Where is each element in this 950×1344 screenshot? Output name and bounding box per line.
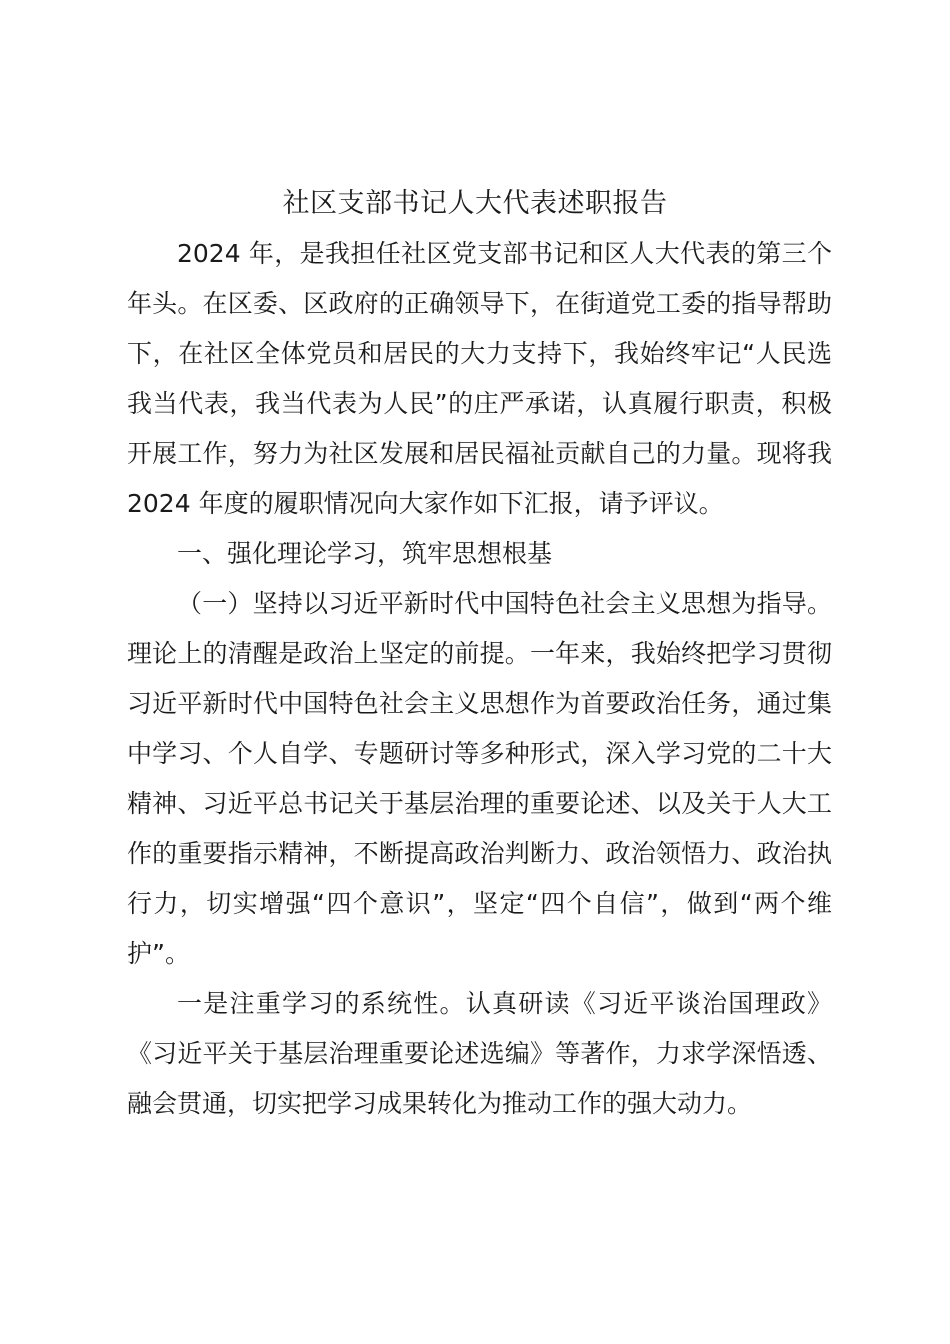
- subsection-paragraph: （一）坚持以习近平新时代中国特色社会主义思想为指导。理论上的清醒是政治上坚定的前提。一年来，我始终把学习贯彻习近平新时代中国特色社会主义思想作为首要政治任务，通过集中学习、个人自学、专题研讨等多种形式，深入学习党的二十大精神、习近平总书记关于基层治理的重要论述、以及关于人大工作的重要指示精神，不断提高政治判断力、政治领悟力、政治执行力，切实增强“四个意识”，坚定“四个自信”，做到“两个维护”。: [127, 589, 832, 968]
- document-title: 社区支部书记人大代表述职报告: [282, 188, 668, 219]
- intro-paragraph: 2024 年，是我担任社区党支部书记和区人大代表的第三个年头。在区委、区政府的正确领导下，在街道党工委的指导帮助下，在社区全体党员和居民的大力支持下，我始终牢记“人民选我当代表，我当代表为人民”的庄严承诺，认真履行职责，积极开展工作，努力为社区发展和居民福祉贡献自己的力量。现将我 2024 年度的履职情况向大家作如下汇报，请予评议。: [127, 239, 832, 518]
- section-heading: 一、强化理论学习，筑牢思想根基: [177, 539, 553, 568]
- document-body: [127, 229, 832, 1129]
- point-paragraph: 一是注重学习的系统性。认真研读《习近平谈治国理政》《习近平关于基层治理重要论述选编》等著作，力求学深悟透、融会贯通，切实把学习成果转化为推动工作的强大动力。: [127, 989, 832, 1118]
